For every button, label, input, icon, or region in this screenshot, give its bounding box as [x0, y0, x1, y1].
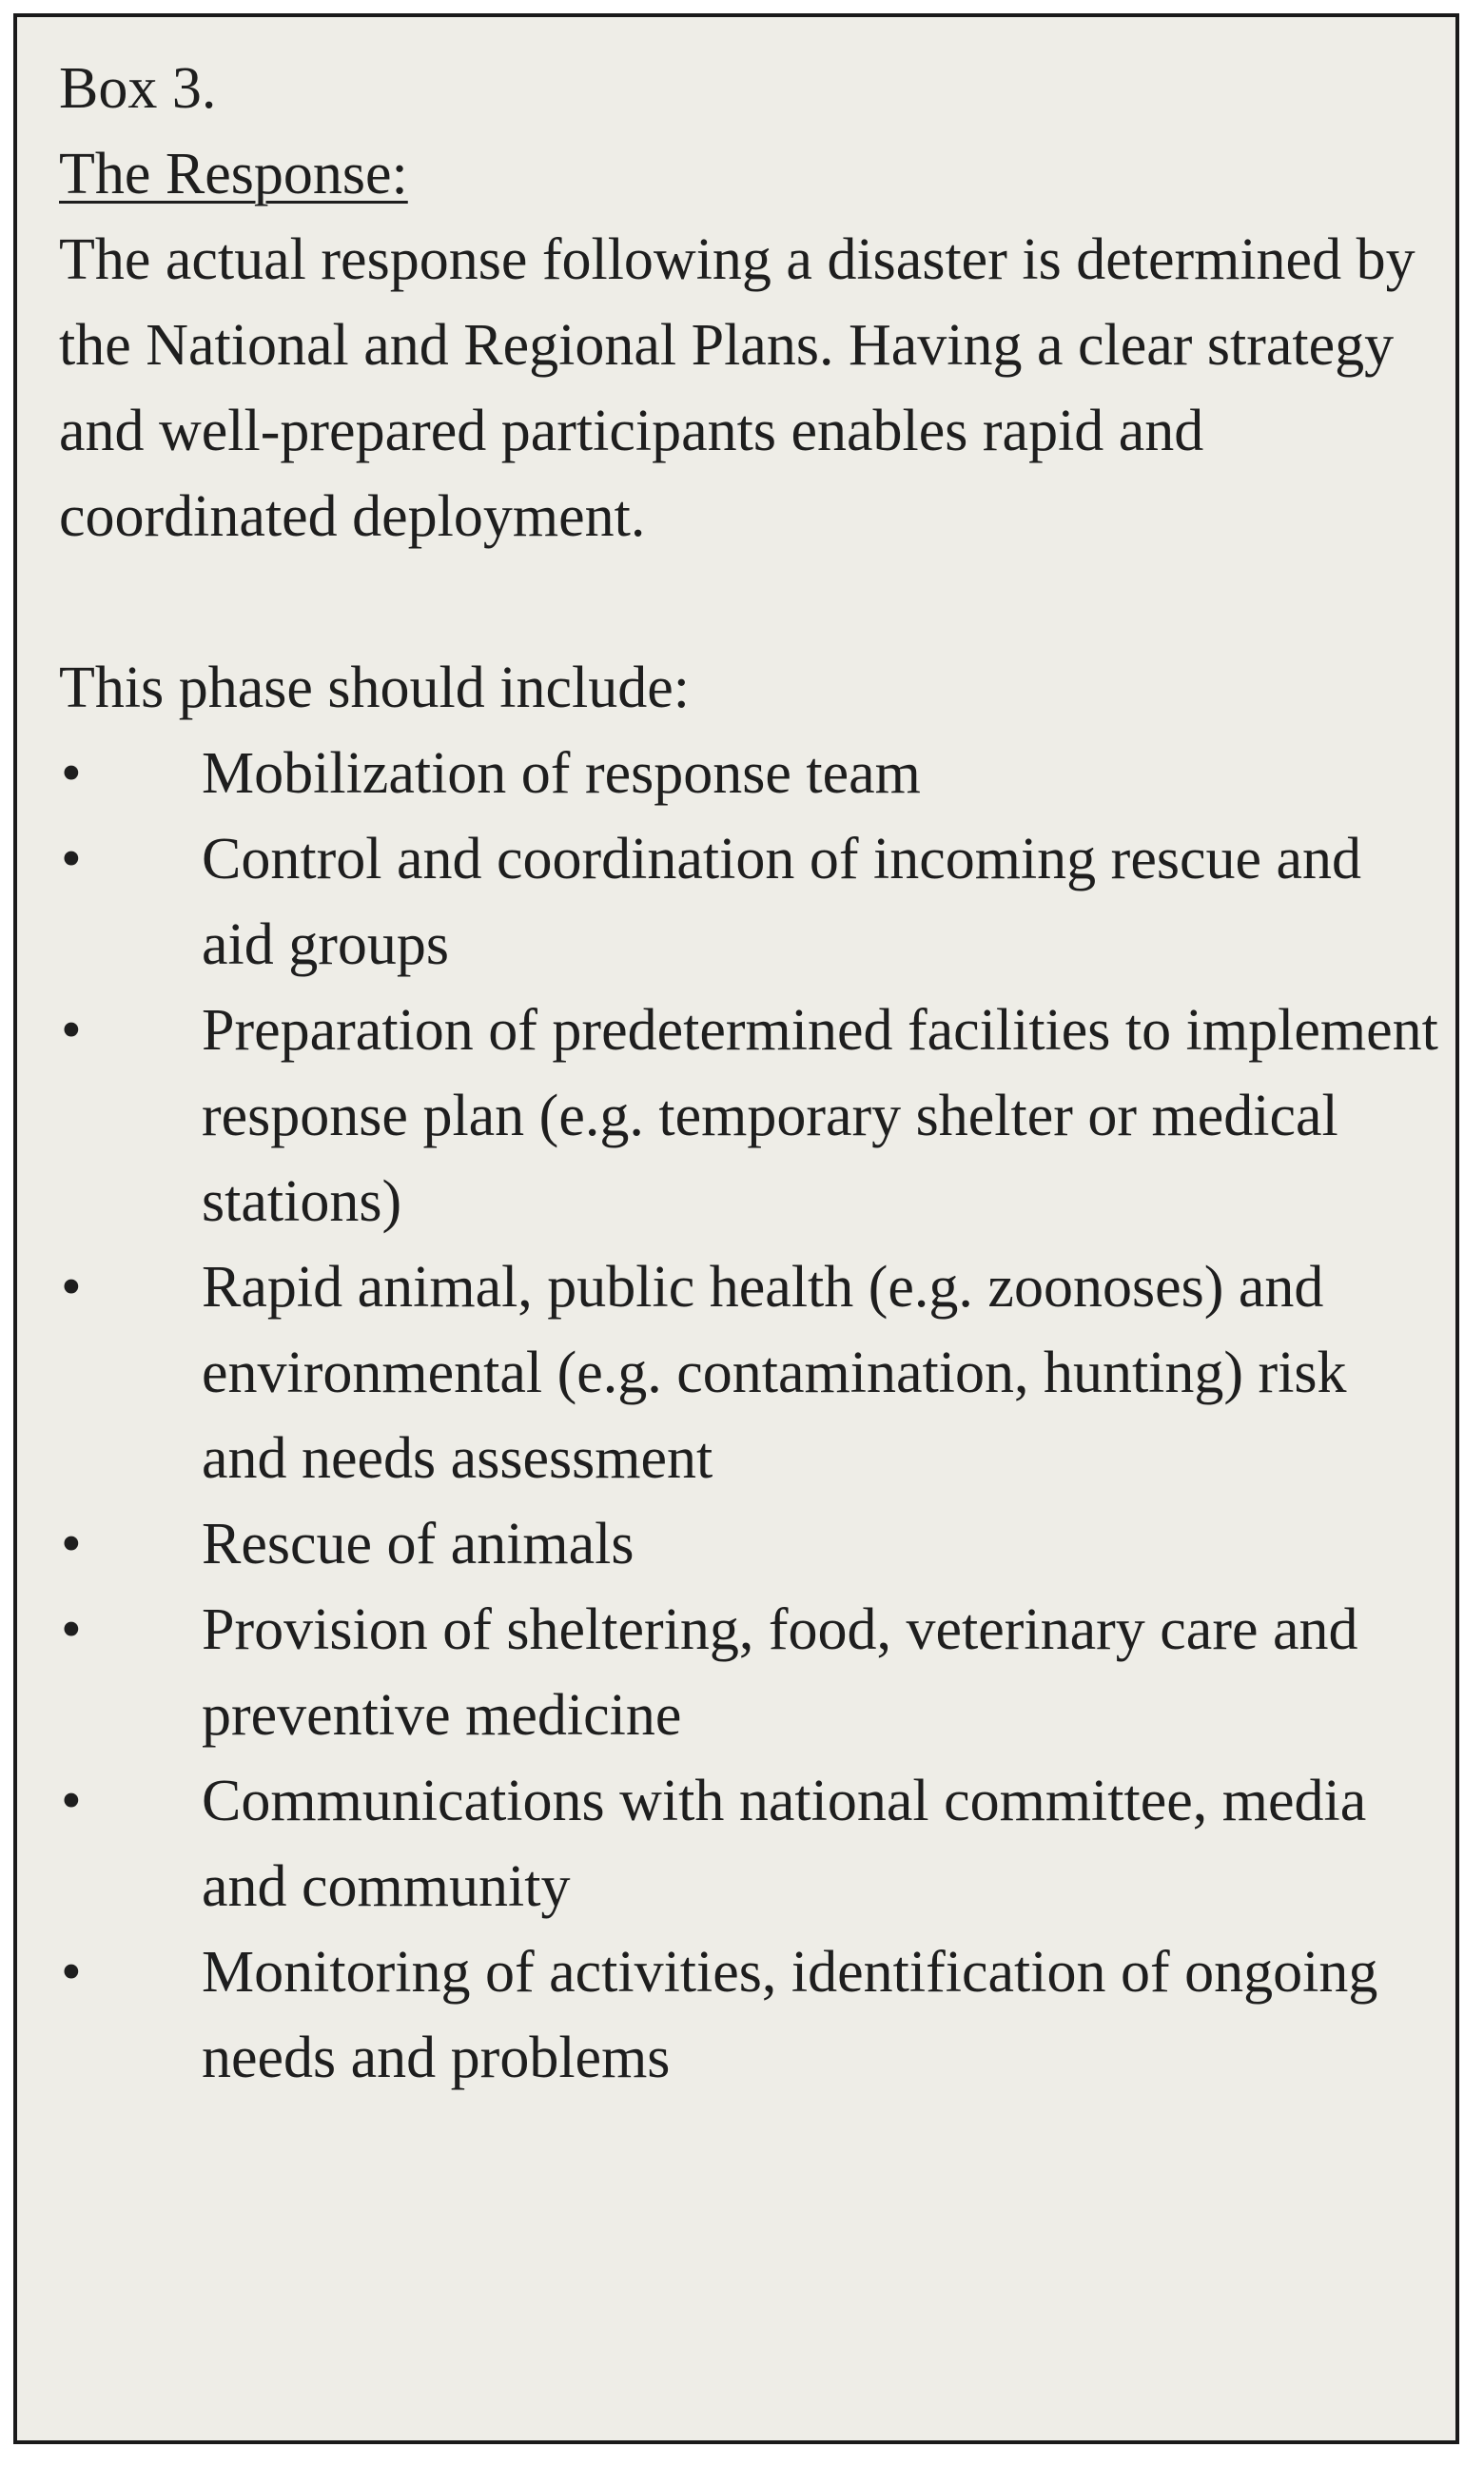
list-item: [59, 1244, 1438, 1501]
paragraph-spacer: [59, 559, 1417, 645]
bullet-icon: •: [61, 1597, 82, 1662]
list-item-text: Rescue of animals: [202, 1512, 635, 1576]
list-item-text: Control and coordination of incoming rescue and aid groups: [202, 827, 1362, 977]
list-item: [59, 988, 1438, 1244]
list-item-text: Mobilization of response team: [202, 741, 921, 806]
list-item-text: Provision of sheltering, food, veterinary care and preventive medicine: [202, 1597, 1358, 1748]
phase-list: [59, 731, 1438, 2101]
list-item-text: Rapid animal, public health (e.g. zoonoses) and environmental (e.g. contamination, hunting) risk and needs assessment: [202, 1255, 1347, 1491]
intro-paragraph: The actual response following a disaster is determined by the National and Regional Plans. Having a clear strategy and well-prepared participants enables rapid and coordinated deployment.: [59, 227, 1416, 549]
list-item: [59, 1501, 1438, 1587]
bullet-icon: •: [61, 1512, 82, 1576]
bullet-icon: •: [61, 1940, 82, 2005]
list-item-text: Monitoring of activities, identification of ongoing needs and problems: [202, 1940, 1378, 2090]
list-item-text: Communications with national committee, media and community: [202, 1769, 1367, 1919]
bullet-icon: •: [61, 1255, 82, 1320]
list-item-text: Preparation of predetermined facilities to implement response plan (e.g. temporary shelter or medical stations): [202, 998, 1438, 1234]
bullet-icon: •: [61, 827, 82, 891]
bullet-icon: •: [61, 1769, 82, 1833]
bullet-icon: •: [61, 741, 82, 806]
list-item: [59, 816, 1438, 988]
list-item: [59, 1587, 1438, 1758]
list-item: [59, 1758, 1438, 1929]
bullet-icon: •: [61, 998, 82, 1063]
box-label: Box 3.: [59, 56, 217, 121]
list-item: [59, 731, 1438, 816]
text-box: [13, 13, 1459, 2444]
box-heading: The Response:: [59, 142, 408, 206]
list-intro: This phase should include:: [59, 656, 690, 720]
list-item: [59, 1929, 1438, 2101]
